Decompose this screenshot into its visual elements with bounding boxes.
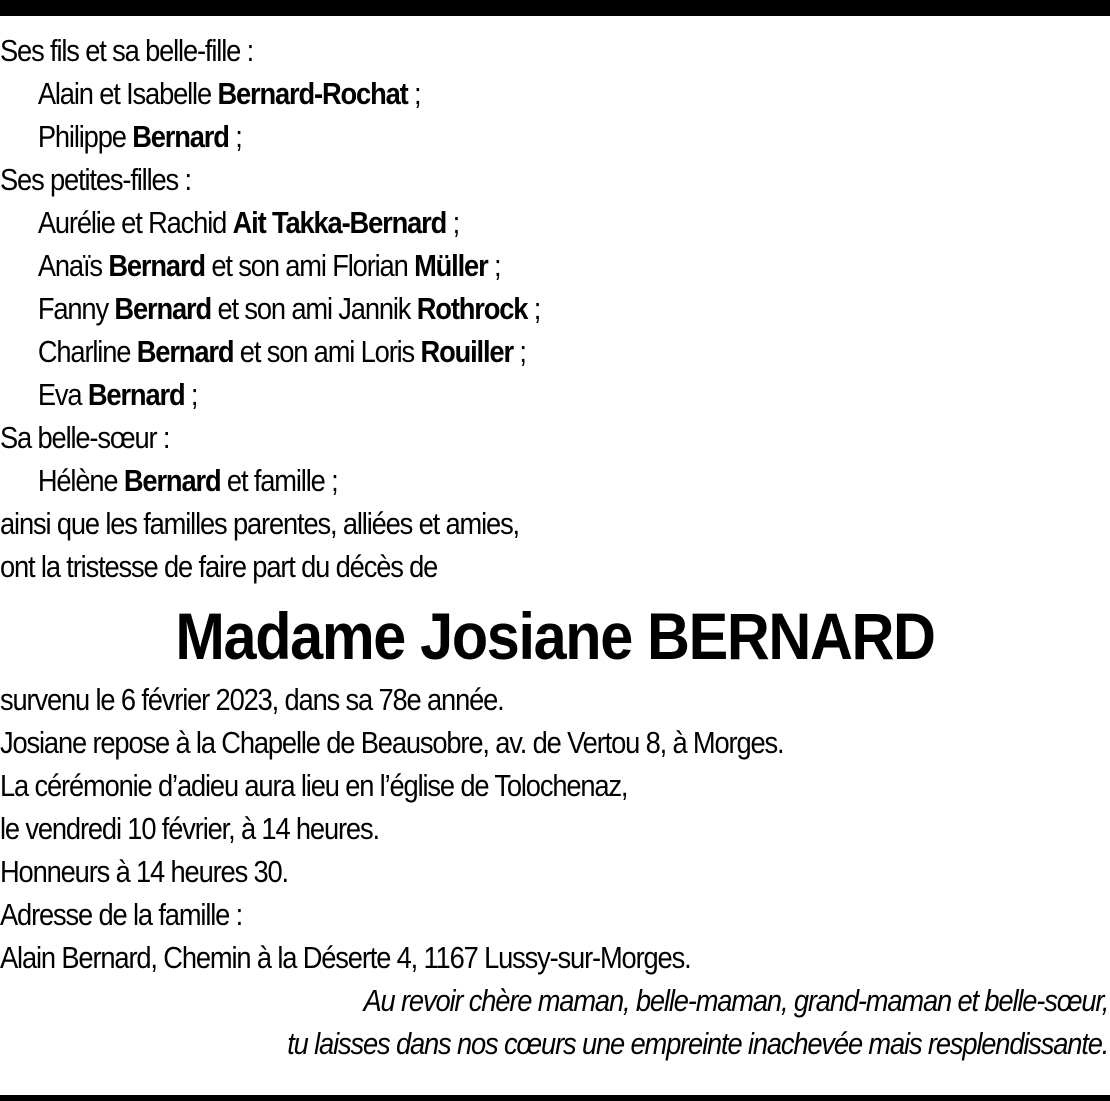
surname: Ait Takka-Bernard bbox=[232, 205, 447, 240]
detail-ceremony-time: le vendredi 10 février, à 14 heures. bbox=[0, 811, 379, 846]
surname: Bernard-Rochat bbox=[217, 76, 408, 111]
given-names: Eva bbox=[37, 377, 82, 412]
detail-address-heading: Adresse de la famille : bbox=[0, 897, 243, 932]
line-end: ; bbox=[519, 334, 526, 369]
surname: Bernard bbox=[132, 119, 229, 154]
family-member-line bbox=[0, 72, 977, 115]
given-names: Hélène bbox=[37, 463, 118, 498]
surname: Bernard bbox=[114, 291, 212, 326]
deceased-name: Madame Josiane BERNARD bbox=[175, 599, 935, 673]
family-member-line bbox=[0, 201, 977, 244]
surname: Bernard bbox=[136, 334, 234, 369]
given-names: Alain et Isabelle bbox=[37, 76, 211, 111]
line-end: ; bbox=[452, 205, 460, 240]
family-member-line bbox=[0, 115, 977, 158]
given-names: Anaïs bbox=[37, 248, 102, 283]
line-end: ; bbox=[493, 248, 501, 283]
bottom-rule bbox=[0, 1095, 1110, 1101]
sons-heading: Ses fils et sa belle-fille : bbox=[0, 33, 254, 68]
detail-ceremony-location: La cérémonie d’adieu aura lieu en l’église de Tolochenaz, bbox=[0, 768, 628, 803]
closing-line: Au revoir chère maman, belle-maman, grand-maman et belle-sœur, bbox=[363, 983, 1109, 1018]
families-line: ainsi que les familles parentes, alliées et amies, bbox=[0, 506, 520, 541]
given-names: Charline bbox=[37, 334, 131, 369]
sister-in-law-heading: Sa belle-sœur : bbox=[0, 420, 170, 455]
line-end: ; bbox=[414, 76, 421, 111]
closing-line: tu laisses dans nos cœurs une empreinte inachevée mais resplendissante. bbox=[287, 1026, 1109, 1061]
granddaughters-heading: Ses petites-filles : bbox=[0, 162, 191, 197]
given-names: Philippe bbox=[37, 119, 126, 154]
family-member-line bbox=[0, 244, 977, 287]
surname: Bernard bbox=[87, 377, 185, 412]
family-member-line bbox=[0, 287, 977, 330]
surname: Bernard bbox=[123, 463, 221, 498]
top-rule bbox=[0, 0, 1110, 16]
line-suffix: et famille ; bbox=[226, 463, 338, 498]
partner-prefix: et son ami Loris bbox=[239, 334, 415, 369]
announcement-line: ont la tristesse de faire part du décès de bbox=[0, 549, 438, 584]
line-end: ; bbox=[190, 377, 198, 412]
detail-date: survenu le 6 février 2023, dans sa 78e année. bbox=[0, 682, 504, 717]
partner-prefix: et son ami Jannik bbox=[217, 291, 411, 326]
given-names: Aurélie et Rachid bbox=[37, 205, 227, 240]
given-names: Fanny bbox=[37, 291, 108, 326]
partner-surname: Rouiller bbox=[420, 334, 513, 369]
family-member-line bbox=[0, 330, 977, 373]
line-end: ; bbox=[533, 291, 541, 326]
family-member-line bbox=[0, 373, 977, 416]
obituary-notice bbox=[0, 29, 1110, 1065]
partner-surname: Müller bbox=[414, 248, 488, 283]
surname: Bernard bbox=[108, 248, 205, 283]
family-member-line bbox=[0, 459, 977, 502]
partner-prefix: et son ami Florian bbox=[211, 248, 408, 283]
detail-address: Alain Bernard, Chemin à la Déserte 4, 1167 Lussy-sur-Morges. bbox=[0, 940, 691, 975]
partner-surname: Rothrock bbox=[416, 291, 528, 326]
detail-honours: Honneurs à 14 heures 30. bbox=[0, 854, 289, 889]
detail-resting-place: Josiane repose à la Chapelle de Beausobre, av. de Vertou 8, à Morges. bbox=[0, 725, 784, 760]
line-end: ; bbox=[235, 119, 242, 154]
